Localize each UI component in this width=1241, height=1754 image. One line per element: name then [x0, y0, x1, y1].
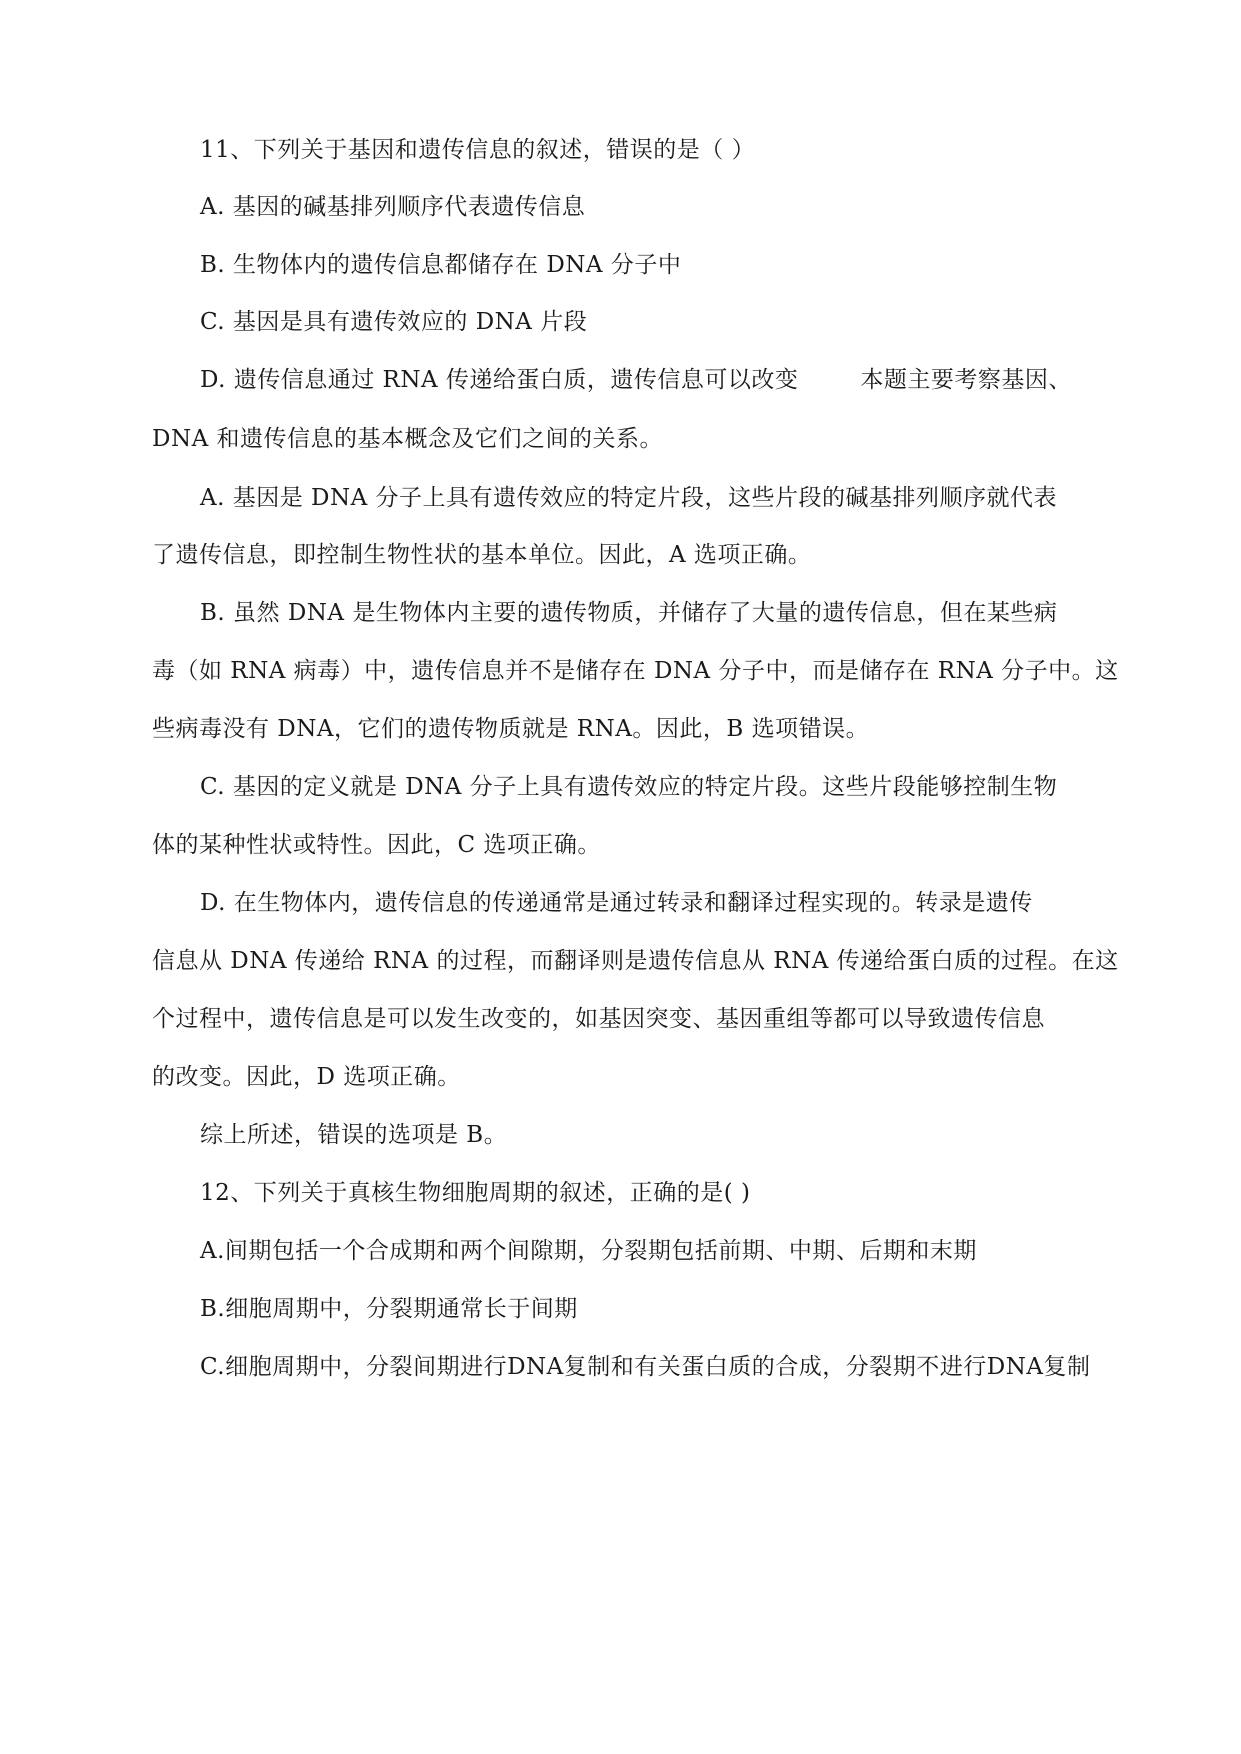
- q12-option-a: A.间期包括一个合成期和两个间隙期，分裂期包括前期、中期、后期和末期: [200, 1238, 977, 1264]
- q11-analysis-d-4: 的改变。因此，D 选项正确。: [152, 1064, 461, 1090]
- q11-analysis-d-3: 个过程中，遗传信息是可以发生改变的，如基因突变、基因重组等都可以导致遗传信息: [152, 1006, 1045, 1032]
- q12-option-b: B.细胞周期中，分裂期通常长于间期: [200, 1296, 578, 1322]
- q11-analysis-d-1: D. 在生物体内，遗传信息的传递通常是通过转录和翻译过程实现的。转录是遗传: [200, 890, 1033, 916]
- q11-option-b: B. 生物体内的遗传信息都储存在 DNA 分子中: [200, 252, 682, 278]
- q11-conclusion: 综上所述，错误的选项是 B。: [200, 1122, 508, 1148]
- q11-stem: 11、下列关于基因和遗传信息的叙述，错误的是（ ）: [200, 137, 756, 163]
- q11-analysis-d-2: 信息从 DNA 传递给 RNA 的过程，而翻译则是遗传信息从 RNA 传递给蛋白质的过程。在这: [152, 948, 1119, 974]
- q11-analysis-b-1: B. 虽然 DNA 是生物体内主要的遗传物质，并储存了大量的遗传信息，但在某些病: [200, 600, 1058, 626]
- q11-analysis-b-3: 些病毒没有 DNA，它们的遗传物质就是 RNA。因此，B 选项错误。: [152, 716, 870, 742]
- q11-analysis-intro: 本题主要考察基因、: [860, 367, 1072, 393]
- q11-option-d: D. 遗传信息通过 RNA 传递给蛋白质，遗传信息可以改变: [200, 367, 799, 393]
- q11-option-a: A. 基因的碱基排列顺序代表遗传信息: [200, 194, 586, 220]
- q11-analysis-c-1: C. 基因的定义就是 DNA 分子上具有遗传效应的特定片段。这些片段能够控制生物: [200, 774, 1058, 800]
- q11-analysis-a-2: 了遗传信息，即控制生物性状的基本单位。因此，A 选项正确。: [152, 542, 812, 568]
- q12-stem: 12、下列关于真核生物细胞周期的叙述，正确的是( ): [200, 1180, 751, 1206]
- q11-analysis-a-1: A. 基因是 DNA 分子上具有遗传效应的特定片段，这些片段的碱基排列顺序就代表: [200, 485, 1058, 511]
- q11-option-c: C. 基因是具有遗传效应的 DNA 片段: [200, 309, 588, 335]
- q11-option-d-line: [200, 364, 1072, 396]
- q11-analysis-c-2: 体的某种性状或特性。因此，C 选项正确。: [152, 832, 601, 858]
- q12-option-c: C.细胞周期中，分裂间期进行DNA复制和有关蛋白质的合成，分裂期不进行DNA复制: [200, 1354, 1091, 1380]
- q11-analysis-intro-cont: DNA 和遗传信息的基本概念及它们之间的关系。: [152, 426, 663, 452]
- q11-analysis-b-2: 毒（如 RNA 病毒）中，遗传信息并不是储存在 DNA 分子中，而是储存在 RNA 分子中。这: [152, 658, 1119, 684]
